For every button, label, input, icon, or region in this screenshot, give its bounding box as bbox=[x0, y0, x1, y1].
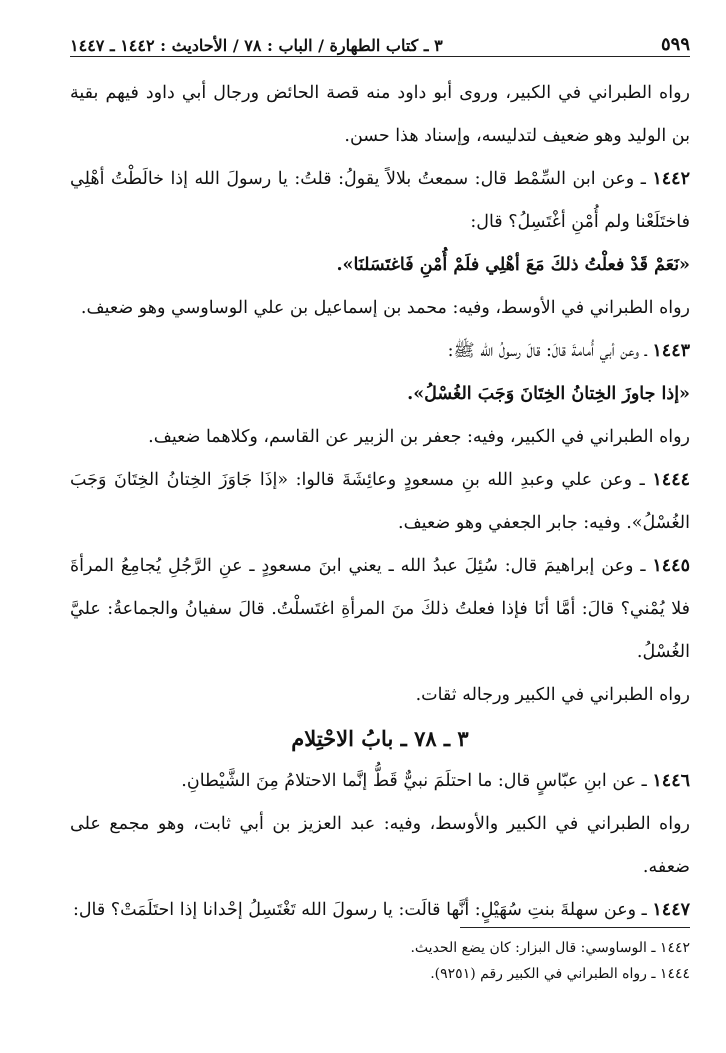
hadith-number: ١٤٤٣ bbox=[652, 341, 690, 361]
paragraph-commentary: رواه الطبراني في الكبير ورجاله ثقات. bbox=[415, 685, 690, 705]
hadith-1446: ١٤٤٦ ـ عن ابنِ عبّاسٍ قال: ما احتلَمَ نبيٌّ قَطُّ إنَّما الاحتلامُ مِنَ الشَّيْطانِ. bbox=[181, 771, 690, 791]
hadith-number: ١٤٤٥ bbox=[652, 556, 690, 576]
page-number: ٥٩٩ bbox=[660, 34, 690, 55]
hadith-quote: «نَعَمْ قَدْ فعلْتُ ذلكَ مَعَ أهْلِي فلَمْ أُمْنِ فَاغتَسَلنَا». bbox=[336, 255, 690, 275]
paragraph-1: رواه الطبراني في الكبير، وروى أبو داود منه قصة الحائض ورجال أبي داود فيهم بقية بن الوليد وهو ضعيف لتدليسه، وإسناد هذا حسن. bbox=[70, 83, 690, 146]
hadith-number: ١٤٤٧ bbox=[652, 900, 690, 920]
hadith-quote: «إذا جاوزَ الخِتانُ الخِتَانَ وَجَبَ الغُسْلُ». bbox=[407, 384, 690, 404]
hadith-1447: ١٤٤٧ ـ وعن سهلةَ بنتِ سُهَيْلٍ: أنَّها قالَت: يا رسولَ الله تَغْتَسِلُ إحْدانا إذا احتَلَمَتْ؟ قال: bbox=[72, 900, 690, 920]
paragraph-commentary: رواه الطبراني في الأوسط، وفيه: محمد بن إسماعيل بن علي الوساوسي وهو ضعيف. bbox=[80, 298, 690, 318]
hadith-number: ١٤٤٤ bbox=[652, 470, 690, 490]
hadith-1443: ١٤٤٣ ـ وعن أبي أُمامةَ قالَ: قالَ رسولُ الله ﷺ: bbox=[447, 341, 690, 361]
hadith-number: ١٤٤٢ bbox=[652, 169, 690, 189]
hadith-1442: ١٤٤٢ ـ وعن ابن السِّمْط قال: سمعتُ بلالاً يقولُ: قلتُ: يا رسولَ الله إذا خالَطْتُ أهْلِي فاختَلَعْنا ولم أُمْنِ أغْتَسِلُ؟ قال: bbox=[70, 169, 690, 232]
hadith-1445: ١٤٤٥ ـ وعن إبراهيمَ قال: سُئِلَ عبدُ الله ـ يعني ابنَ مسعودٍ ـ عنِ الرَّجُلِ يُجامِعُ المرأةَ فلا يُمْني؟ قالَ: أمَّا أنَا فإذا فعلتُ ذلكَ منَ المرأةِ اغتَسلْتُ. قالَ سفيانُ والجماعةُ: عليَّ الغُسْلُ. bbox=[70, 556, 690, 662]
header-rule bbox=[70, 56, 690, 57]
footnote: ١٤٤٤ ـ رواه الطبراني في الكبير رقم (٩٢٥١). bbox=[430, 966, 690, 982]
hadith-1444: ١٤٤٤ ـ وعن علي وعبدِ الله بنِ مسعودٍ وعائِشَةَ قالوا: «إذَا جَاوَزَ الخِتانُ الخِتَانَ وَجَبَ الغُسْلُ». وفيه: جابر الجعفي وهو ضعيف. bbox=[70, 470, 690, 533]
footnote-rule bbox=[460, 927, 690, 928]
chapter-heading: ٣ ـ ٧٨ ـ بابُ الاحْتِلام bbox=[291, 726, 469, 751]
body-text bbox=[70, 72, 690, 932]
hadith-number: ١٤٤٦ bbox=[652, 771, 690, 791]
footnote: ١٤٤٢ ـ الوساوسي: قال البزار: كان يضع الحديث. bbox=[410, 940, 690, 956]
paragraph-commentary: رواه الطبراني في الكبير، وفيه: جعفر بن الزبير عن القاسم، وكلاهما ضعيف. bbox=[148, 427, 690, 447]
running-title: ٣ ـ كتاب الطهارة / الباب : ٧٨ / الأحاديث : ١٤٤٢ ـ ١٤٤٧ bbox=[70, 36, 443, 55]
footnotes bbox=[70, 935, 690, 987]
paragraph-commentary: رواه الطبراني في الكبير والأوسط، وفيه: عبد العزيز بن أبي ثابت، وهو مجمع على ضعفه. bbox=[70, 814, 690, 877]
running-head bbox=[70, 34, 690, 60]
